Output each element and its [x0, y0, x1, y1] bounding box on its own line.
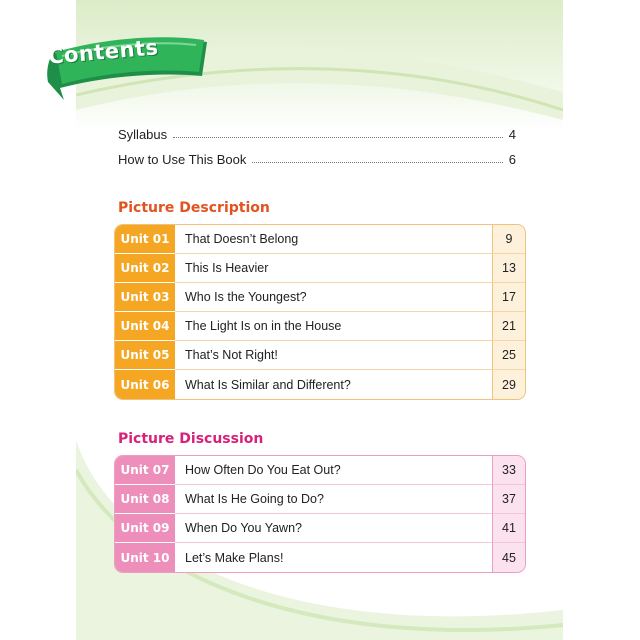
unit-table-picture-description	[114, 224, 526, 400]
unit-badge: Unit 01	[115, 225, 175, 254]
unit-page: 41	[492, 514, 525, 543]
unit-page: 17	[492, 283, 525, 312]
unit-title: That’s Not Right!	[175, 341, 492, 370]
toc-entry-label: How to Use This Book	[118, 151, 247, 167]
unit-row[interactable]	[115, 283, 525, 312]
unit-page: 33	[492, 456, 525, 485]
unit-badge: Unit 07	[115, 456, 175, 485]
unit-title: What Is He Going to Do?	[175, 485, 492, 514]
unit-badge: Unit 09	[115, 514, 175, 543]
unit-row[interactable]	[115, 485, 525, 514]
unit-title: What Is Similar and Different?	[175, 370, 492, 399]
dot-leader	[173, 137, 503, 138]
unit-title: This Is Heavier	[175, 254, 492, 283]
unit-title: How Often Do You Eat Out?	[175, 456, 492, 485]
toc-entry-syllabus[interactable]	[118, 125, 516, 143]
unit-row[interactable]	[115, 543, 525, 572]
unit-row[interactable]	[115, 456, 525, 485]
unit-row[interactable]	[115, 514, 525, 543]
unit-title: When Do You Yawn?	[175, 514, 492, 543]
unit-page: 21	[492, 312, 525, 341]
unit-table-picture-discussion	[114, 455, 526, 573]
dot-leader	[252, 162, 502, 163]
unit-row[interactable]	[115, 312, 525, 341]
unit-badge: Unit 10	[115, 543, 175, 572]
unit-title: Who Is the Youngest?	[175, 283, 492, 312]
unit-page: 37	[492, 485, 525, 514]
section-title-picture-description: Picture Description	[118, 200, 270, 216]
contents-title: Contents	[47, 35, 160, 69]
unit-title: The Light Is on in the House	[175, 312, 492, 341]
unit-page: 9	[492, 225, 525, 254]
toc-entry-page: 6	[508, 151, 516, 167]
toc-entry-label: Syllabus	[118, 126, 168, 142]
unit-page: 13	[492, 254, 525, 283]
unit-badge: Unit 08	[115, 485, 175, 514]
unit-badge: Unit 04	[115, 312, 175, 341]
unit-title: That Doesn’t Belong	[175, 225, 492, 254]
unit-badge: Unit 03	[115, 283, 175, 312]
unit-page: 45	[492, 543, 525, 572]
unit-row[interactable]	[115, 341, 525, 370]
unit-badge: Unit 06	[115, 370, 175, 399]
unit-row[interactable]	[115, 254, 525, 283]
toc-entry-page: 4	[508, 126, 516, 142]
unit-title: Let’s Make Plans!	[175, 543, 492, 572]
unit-page: 25	[492, 341, 525, 370]
unit-page: 29	[492, 370, 525, 399]
unit-row[interactable]	[115, 370, 525, 399]
unit-badge: Unit 05	[115, 341, 175, 370]
unit-row[interactable]	[115, 225, 525, 254]
unit-badge: Unit 02	[115, 254, 175, 283]
section-title-picture-discussion: Picture Discussion	[118, 431, 264, 447]
toc-entry-how-to-use[interactable]	[118, 150, 516, 168]
